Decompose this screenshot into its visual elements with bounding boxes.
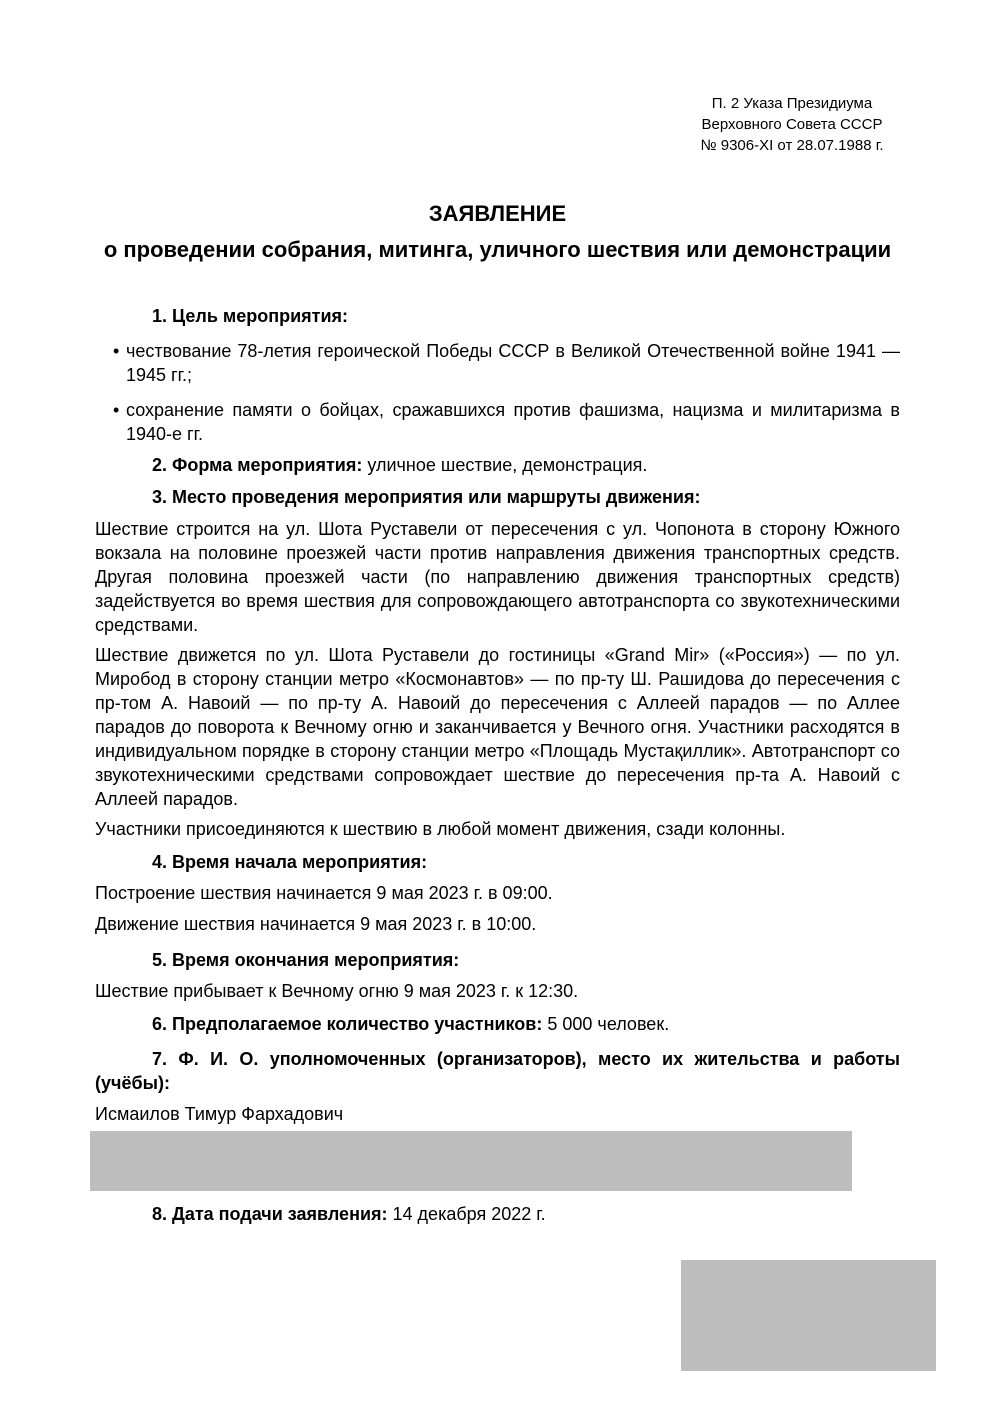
bullet-text: чествование 78-летия героической Победы СССР в Великой Отечественной войне 1941 — 1945 гг.; — [126, 341, 900, 385]
section-6-heading — [95, 1012, 900, 1036]
route-paragraph: Шествие строится на ул. Шота Руставели от пересечения с ул. Чопонота в сторону Южного вокзала на половине проезжей части против направления движения транспортных средств. Другая половина проезжей части (по направлению движения транспортных средств) задействуется во время шествия для сопровождающего автотранспорта со звукотехническими средствами. — [95, 519, 900, 635]
reference-line: Верховного Совета СССР — [701, 116, 883, 133]
legal-reference-block — [684, 93, 900, 156]
bullet-icon: • — [113, 400, 120, 420]
section-2-value: уличное шествие, демонстрация. — [367, 455, 648, 475]
document-subtitle: о проведении собрания, митинга, уличного шествия или демонстрации — [103, 237, 892, 262]
redaction-block-signature — [681, 1260, 936, 1371]
section-1-heading: 1. Цель мероприятия: — [152, 306, 349, 326]
section-7-heading: 7. Ф. И. О. уполномоченных (организаторов), место их жительства и работы (учёбы): — [95, 1049, 900, 1093]
bullet-item — [95, 339, 900, 387]
section-8-value: 14 декабря 2022 г. — [392, 1204, 546, 1224]
bullet-icon: • — [113, 341, 120, 361]
reference-line: № 9306-XI от 28.07.1988 г. — [700, 137, 884, 154]
section-6-value: 5 000 человек. — [547, 1014, 670, 1034]
reference-line: П. 2 Указа Президиума — [711, 95, 873, 112]
organizer-name: Исмаилов Тимур Фархадович — [95, 1104, 344, 1124]
section-2-label: 2. Форма мероприятия: — [152, 455, 363, 475]
route-paragraph: Участники присоединяются к шествию в любой момент движения, сзади колонны. — [95, 819, 786, 839]
section-5-heading: 5. Время окончания мероприятия: — [152, 950, 460, 970]
end-time-paragraph: Шествие прибывает к Вечному огню 9 мая 2023 г. к 12:30. — [95, 981, 579, 1001]
section-3-heading: 3. Место проведения мероприятия или маршруты движения: — [152, 487, 701, 507]
section-2-heading — [95, 453, 900, 477]
bullet-text: сохранение памяти о бойцах, сражавшихся против фашизма, нацизма и милитаризма в 1940-е гг. — [126, 400, 900, 444]
section-8-heading — [95, 1202, 900, 1226]
start-time-paragraph: Построение шествия начинается 9 мая 2023 г. в 09:00. — [95, 883, 553, 903]
section-8-label: 8. Дата подачи заявления: — [152, 1204, 388, 1224]
section-4-heading: 4. Время начала мероприятия: — [152, 852, 428, 872]
section-6-label: 6. Предполагаемое количество участников: — [152, 1014, 543, 1034]
route-paragraph: Шествие движется по ул. Шота Руставели до гостиницы «Grand Mir» («Россия») — по ул. Миробод в сторону станции метро «Космонавтов» — по пр-ту Ш. Рашидова до пересечения с пр-том А. Навоий — по пр-ту А. Навоий до пересечения с Аллеей парадов — по Аллее парадов до поворота к Вечному огню и заканчивается у Вечного огня. Участники расходятся в индивидуальном порядке в сторону станции метро «Площадь Мустақиллик». Автотранспорт со звукотехническими средствами сопровождает шествие до пересечения пр-та А. Навоий с Аллеей парадов. — [95, 645, 900, 809]
redaction-block-address — [90, 1131, 852, 1191]
bullet-item — [95, 398, 900, 446]
start-time-paragraph: Движение шествия начинается 9 мая 2023 г. в 10:00. — [95, 914, 537, 934]
document-title: ЗАЯВЛЕНИЕ — [428, 201, 567, 226]
